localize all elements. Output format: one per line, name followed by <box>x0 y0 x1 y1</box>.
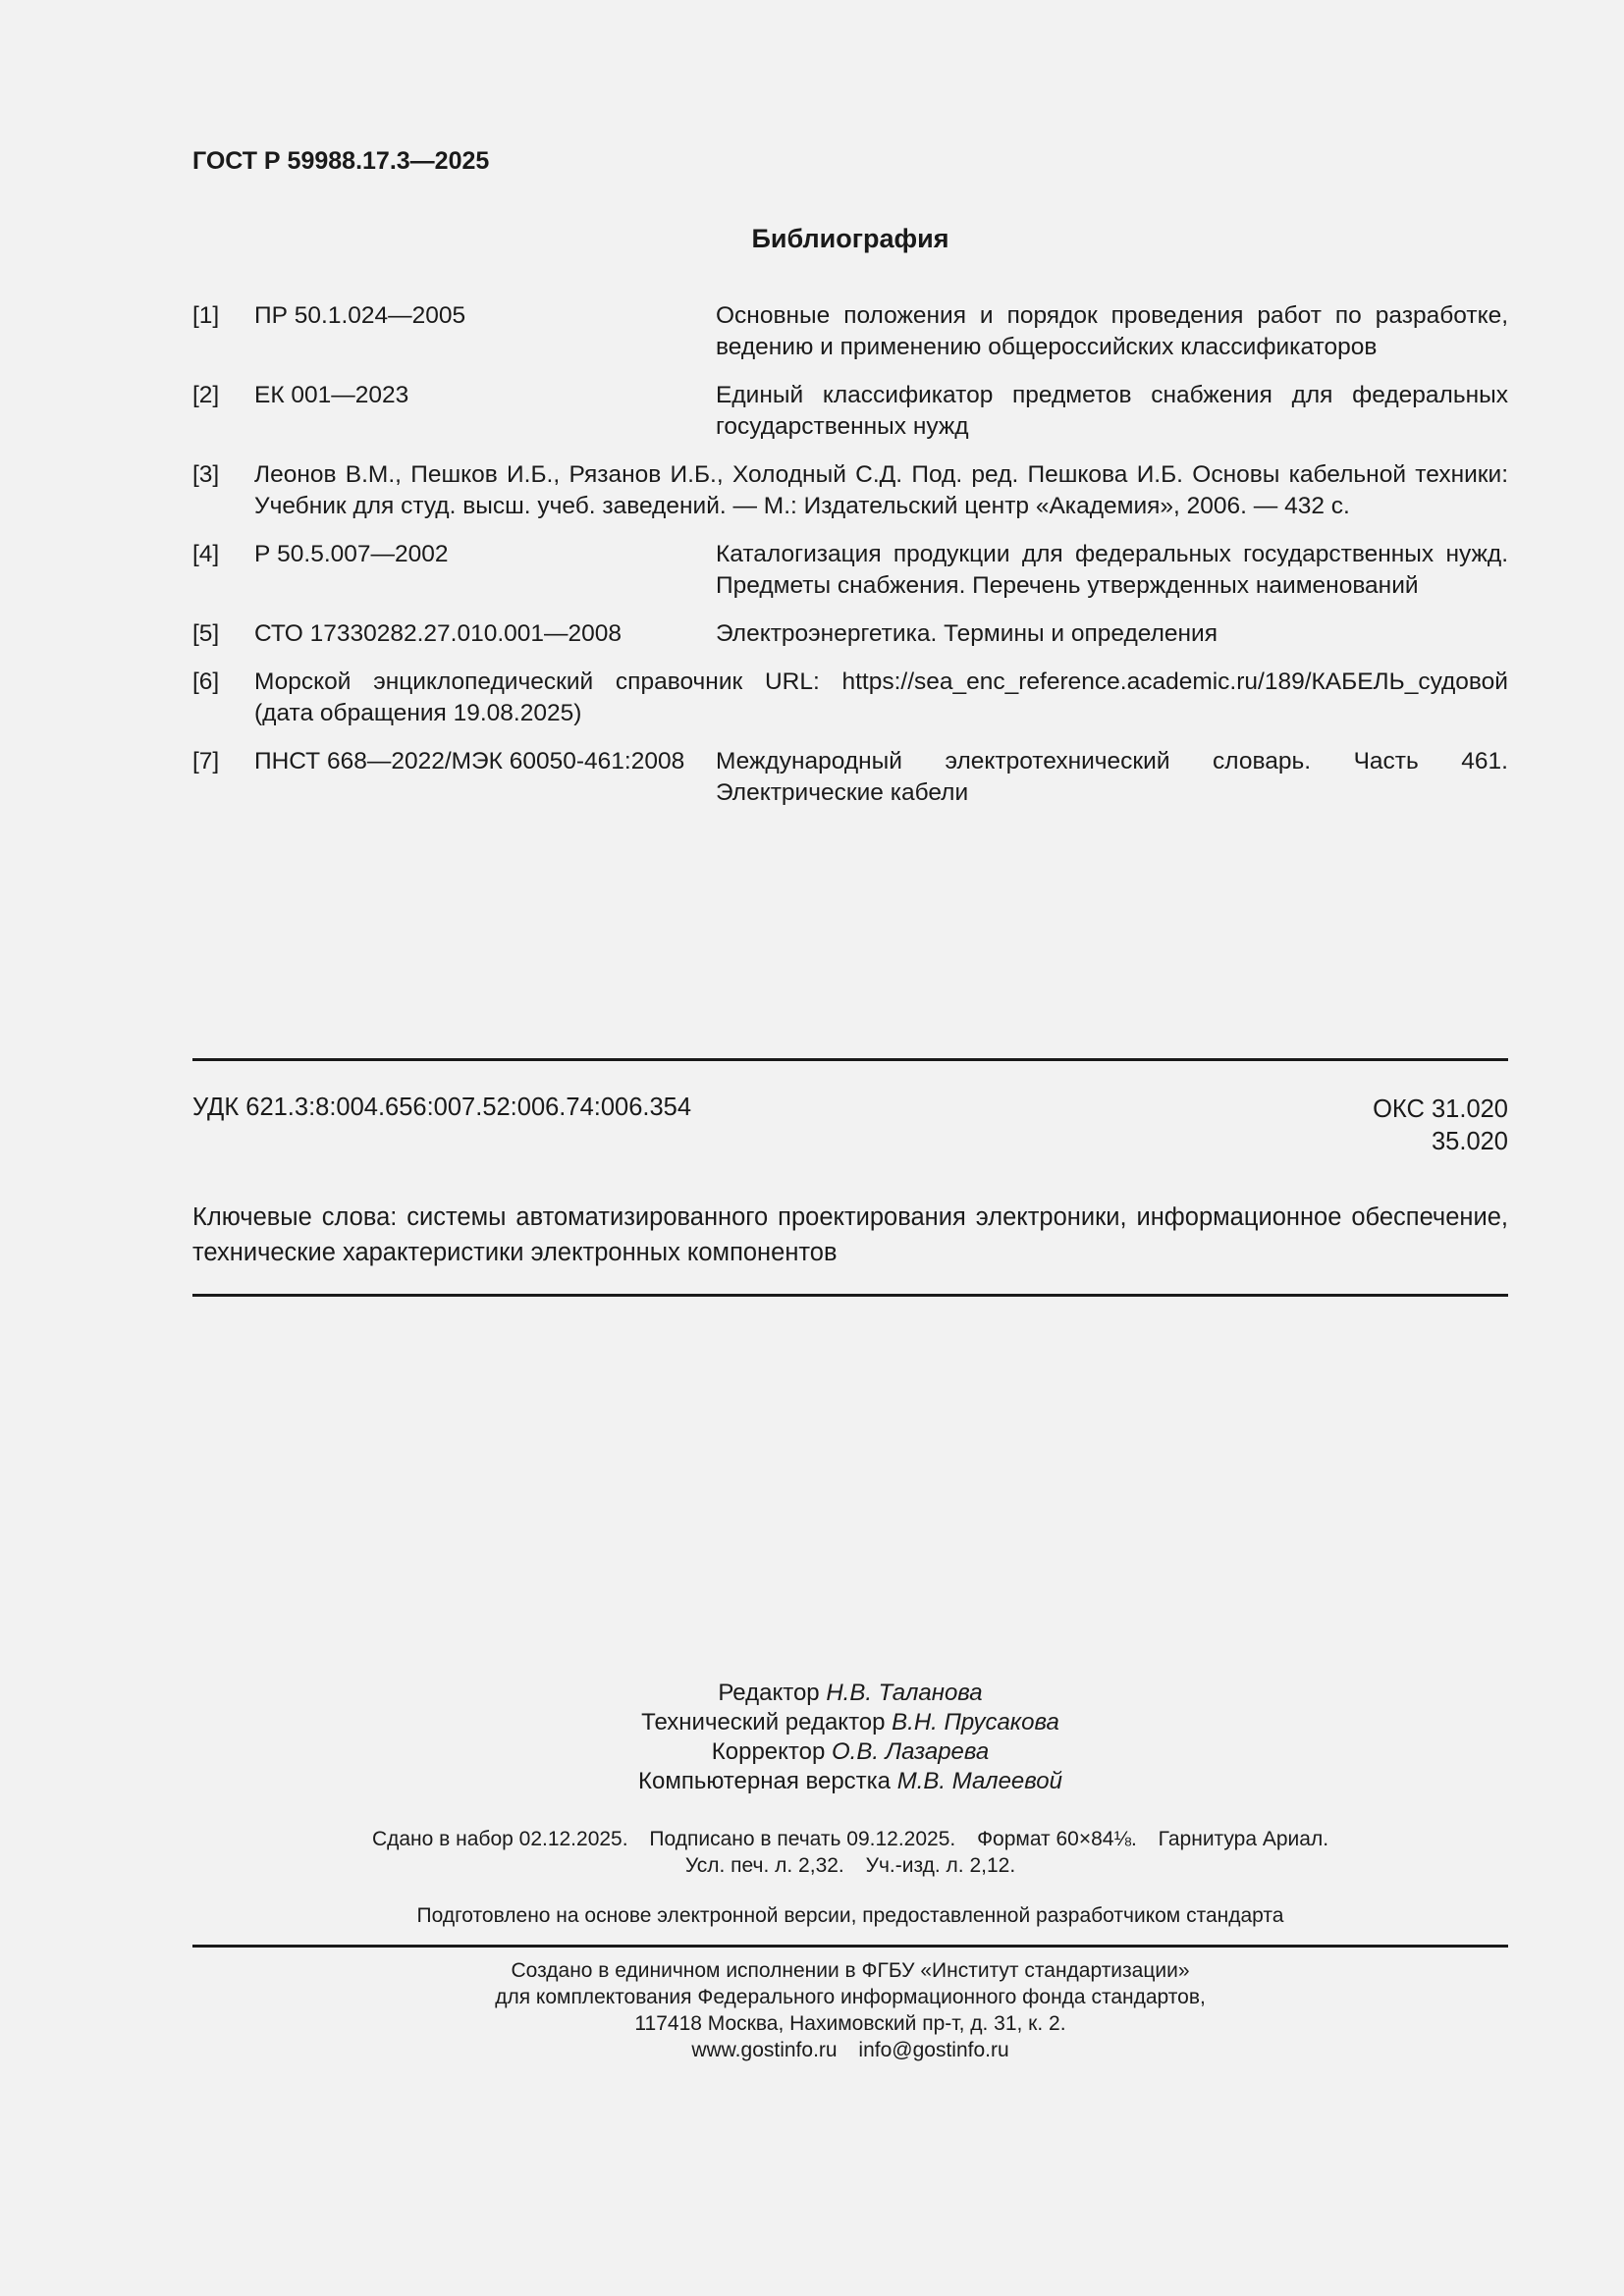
ref-full-text: Морской энциклопедический справочник URL: https://sea_enc_reference.academic.ru/189/КАБЕЛЬ_судовой (дата обращения 19.08.2025) <box>254 668 1508 726</box>
typeface: Гарнитура Ариал. <box>1158 1828 1329 1850</box>
credit-name: О.В. Лазарева <box>832 1738 990 1765</box>
credit-editor <box>192 1679 1508 1708</box>
print-info-line <box>192 1852 1508 1879</box>
ref-full-text: Леонов В.М., Пешков И.Б., Рязанов И.Б., Холодный С.Д. Под. ред. Пешкова И.Б. Основы кабельной техники: Учебник для студ. высш. учеб. заведений. — М.: Издательский центр «Академия», 2006. — 432 с. <box>254 461 1508 519</box>
udk-code: УДК 621.3:8:004.656:007.52:006.74:006.354 <box>192 1094 692 1121</box>
credit-label: Корректор <box>711 1738 826 1765</box>
credit-name: Н.В. Таланова <box>826 1680 983 1706</box>
credit-name: М.В. Малеевой <box>896 1768 1062 1794</box>
credit-corrector <box>192 1737 1508 1767</box>
bibliography-item <box>192 618 1508 650</box>
ref-description: Единый классификатор предметов снабжения для федеральных государственных нужд <box>716 382 1508 440</box>
oks-codes <box>1373 1094 1508 1158</box>
document-code: ГОСТ Р 59988.17.3—2025 <box>192 147 490 175</box>
bibliography-item <box>192 746 1508 809</box>
ref-number: [3] <box>192 461 220 488</box>
credits <box>192 1679 1508 1796</box>
print-info <box>192 1826 1508 1879</box>
bibliography-title: Библиография <box>751 224 949 253</box>
paper-format: Формат 60×84⅛. <box>977 1828 1137 1850</box>
credit-label: Компьютерная верстка <box>638 1768 892 1794</box>
signed-date: Подписано в печать 09.12.2025. <box>649 1828 956 1850</box>
ref-number: [6] <box>192 668 220 695</box>
printed-sheets: Усл. печ. л. 2,32. <box>684 1854 844 1877</box>
ref-description: Международный электротехнический словарь. Часть 461. Электрические кабели <box>716 748 1508 806</box>
divider-keywords <box>192 1294 1508 1297</box>
bibliography-item <box>192 459 1508 522</box>
ref-code: Р 50.5.007—2002 <box>254 541 449 567</box>
prepared-note: Подготовлено на основе электронной версии, предоставленной разработчиком стандарта <box>416 1904 1284 1927</box>
ref-description: Каталогизация продукции для федеральных государственных нужд. Предметы снабжения. Перечень утвержденных наименований <box>716 541 1508 599</box>
ref-code: ЕК 001—2023 <box>254 382 409 408</box>
footer-line: для комплектования Федерального информационного фонда стандартов, <box>495 1986 1206 2008</box>
edition-sheets: Уч.-изд. л. 2,12. <box>865 1854 1016 1877</box>
ref-description: Электроэнергетика. Термины и определения <box>716 620 1218 647</box>
ref-number: [7] <box>192 748 220 774</box>
website-link[interactable]: www.gostinfo.ru <box>691 2039 838 2061</box>
bibliography-item <box>192 380 1508 443</box>
ref-code: СТО 17330282.27.010.001—2008 <box>254 620 623 647</box>
footer-address: 117418 Москва, Нахимовский пр-т, д. 31, к. 2. <box>634 2012 1066 2035</box>
credit-label: Технический редактор <box>641 1709 886 1735</box>
ref-code: ПНСТ 668—2022/МЭК 60050-461:2008 <box>254 748 685 774</box>
bibliography-item <box>192 667 1508 729</box>
ref-number: [4] <box>192 541 220 567</box>
ref-number: [1] <box>192 302 220 329</box>
publisher-footer <box>192 1957 1508 2063</box>
ref-number: [5] <box>192 620 220 647</box>
oks-code-primary: ОКС 31.020 <box>1373 1095 1508 1123</box>
credit-tech-editor <box>192 1708 1508 1737</box>
document-page <box>192 0 1508 2296</box>
footer-links <box>192 2037 1508 2063</box>
divider-top <box>192 1058 1508 1061</box>
keywords: Ключевые слова: системы автоматизированного проектирования электроники, информационное обеспечение, технические характеристики электронных компонентов <box>192 1203 1508 1266</box>
ref-description: Основные положения и порядок проведения работ по разработке, ведению и применению общероссийских классификаторов <box>716 302 1508 360</box>
footer-line: Создано в единичном исполнении в ФГБУ «Институт стандартизации» <box>511 1959 1190 1982</box>
bibliography-item <box>192 300 1508 363</box>
credit-layout <box>192 1767 1508 1796</box>
submitted-date: Сдано в набор 02.12.2025. <box>371 1828 628 1850</box>
email-link[interactable]: info@gostinfo.ru <box>858 2039 1009 2061</box>
bibliography-list <box>192 300 1508 826</box>
credit-name: В.Н. Прусакова <box>892 1709 1059 1735</box>
divider-footer <box>192 1945 1508 1948</box>
ref-number: [2] <box>192 382 220 408</box>
print-info-line <box>192 1826 1508 1852</box>
oks-code-secondary: 35.020 <box>1432 1128 1508 1155</box>
bibliography-item <box>192 539 1508 602</box>
credit-label: Редактор <box>718 1680 820 1706</box>
ref-code: ПР 50.1.024—2005 <box>254 302 466 329</box>
